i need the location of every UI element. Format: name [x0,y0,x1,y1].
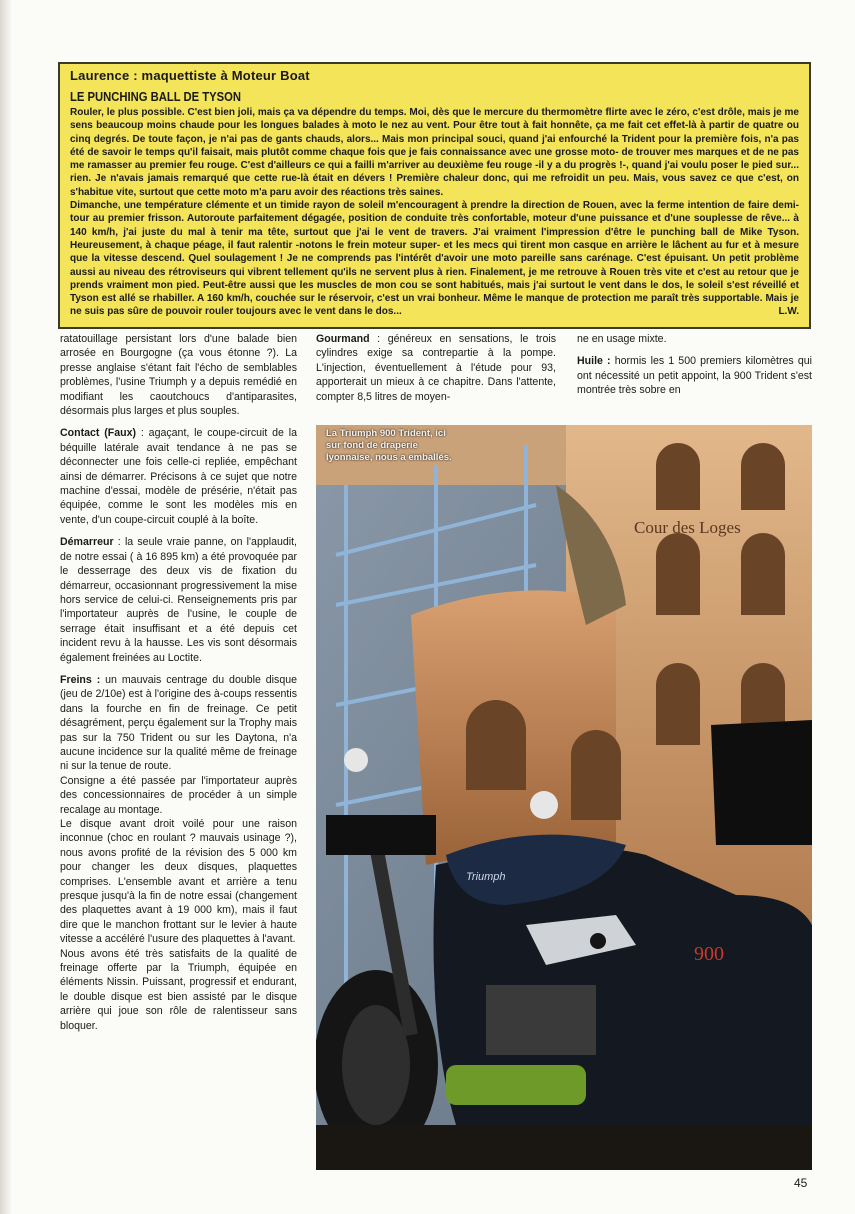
sidebar-box [58,62,811,329]
box-subtitle: LE PUNCHING BALL DE TYSON [70,90,242,104]
box-title: Laurence : maquettiste à Moteur Boat [70,68,310,83]
section-text: hormis les 1 500 premiers kilomètres qui ont nécessité un petit appoint, la 900 Trident s'est montrée très sobre en [577,355,812,397]
section-head: Démarreur [60,536,114,549]
section-head: Huile : [577,355,611,368]
page-number: 45 [794,1176,808,1190]
box-body [70,106,799,319]
section-head: Freins : [60,673,101,686]
side-badge-900: 900 [694,943,724,965]
box-paragraph: Rouler, le plus possible. C'est bien joli, mais ça va dépendre du temps. Moi, dès que le mercure du thermomètre flirte avec le zéro, c'est drôle, mais je me sens beaucoup moins chaude pour les longues balades à moto le nez au vent. Pour être tout à fait honnête, ça me fait cet effet-là à partir de quatre ou cinq degrés. De toute façon, je n'ai pas de gants chauds, alors... Mais mon principal souci, quand j'ai enfourché la Trident pour la première fois, n'a pas été de savoir le temps qu'il faisait, mais plutôt comme chaque fois que je fais connaissance avec une grosse moto- de trouver mes marques et de ne pas me ramasser au premier feu rouge. C'est d'ailleurs ce qui a failli m'arriver au deuxième feu rouge -il y a du progrès !-, quand j'ai voulu poser le pied sur... rien. Je n'avais jamais remarqué que cette rue-là était en dévers ! Première chaleur donc, qui me refroidit un peu. Mais, vous savez ce que c'est, on s'habitue vite, surtout que cette moto m'a paru avoir des réactions très saines. [70,107,799,198]
box-signature: L.W. [778,306,799,318]
paragraph-gourmand [316,332,556,404]
paragraph-contact [60,426,297,527]
ground [316,1125,812,1170]
section-head: Contact (Faux) [60,427,137,440]
photo-illustration [316,425,812,1170]
paragraph-demarreur [60,535,297,665]
column-3 [577,332,812,406]
section-text: : généreux en sensations, le trois cylindres exige sa contrepartie à la pompe. L'injection, éventuellement à l'étude pour 93, apporterait un mieux à ce chapitre. Dans l'attente, compter 8,5 litres de moyen- [316,333,556,403]
paragraph-huile [577,354,812,397]
box-paragraph-text: Dimanche, une température clémente et un timide rayon de soleil m'encouragent à prendre la direction de Rouen, avec la ferme intention de faire demi-tour au premier frisson. Autoroute parfaitement dégagée, position de conduite très confortable, moteur d'une puissance et d'une souplesse de rêve... à 140 km/h, j'ai juste du mal à tenir ma tête, surtout que j'ai le vent de travers. J'ai vraiment l'impression d'être le punching ball de Mike Tyson. Heureusement, à chaque péage, il faut ralentir -notons le frein moteur super- et les mecs qui tirent mon casque en arrière le lâchent au fur et à mesure que la vitesse descend. Quel soulagement ! Je ne comprends pas l'intérêt d'avoir une moto pareille sans carénage. C'est épuisant. Un petit problème aussi au niveau des rétroviseurs qui vibrent tellement qu'ils ne servent plus à rien. Finalement, je me retrouve à Rouen très vite et c'est au retour que je prends vraiment mon pied. Peut-être aussi que les muscles de mon cou se sont habitués, mais j'ai surtout le vent dans le dos, le soleil s'est réveillé et Tyson est allé se rhabiller. A 160 km/h, couchée sur le réservoir, c'est un vrai bonheur. Même le manque de protection me paraît très supportable. Mais je ne suis pas sûre de pouvoir rouler toujours avec le vent dans le dos... [70,200,799,318]
section-text: : la seule vraie panne, on l'applaudit, de notre essai ( à 16 895 km) a été provoquée par le desserrage des deux vis de fixation du démarreur, occasionnant progressivement la mise hors service de celui-ci. Renseignements pris par l'importateur auprès de l'usine, le couple de serrage était insuffisant et a été depuis cet incident revu à la hausse. Les vis sont désormais également freinées au Loctite. [60,536,297,664]
photo-caption: La Triumph 900 Trident, ici sur fond de draperie lyonnaise, nous a emballés. [326,428,452,463]
paragraph: ratatouillage persistant lors d'une balade bien arrosée en Bourgogne (ça vous étonne ?). La presse anglaise s'étant fait l'écho de semblables problèmes, l'usine Triumph y a depuis remédié en modifiant les caoutchoucs d'antiparasites, désormais plus larges et plus souples. [60,333,297,418]
page-edge-shadow [0,0,12,1214]
paragraph: Consigne a été passée par l'importateur auprès des concessionnaires de procéder à un simple recalage au montage. [60,774,297,816]
section-text: : agaçant, le coupe-circuit de la béquille latérale avait tendance à ne pas se déconnecter une fois celle-ci repliée, empêchant ainsi de démarrer. Précisons à ce sujet que notre machine d'essai, modèle de présérie, n'était pas équipée, comme le sont les modèles mis en vente, d'un coupe-circuit couplé à la boîte. [60,427,298,526]
sign-cour-des-loges: Cour des Loges [634,518,741,537]
paragraph: Nous avons été très satisfaits de la qualité de freinage offerte par la Triumph, équipée en éléments Nissin. Puissant, progressif et endurant, le double disque est bien assisté par le disque arrière qui joue son rôle de ralentisseur sans bloquer. [60,947,297,1032]
paragraph-freins [60,673,297,774]
column-1 [60,332,297,1033]
section-text: un mauvais centrage du double disque (jeu de 2/10e) est à l'origine des à-coups ressentis dans la fourche en fin de freinage. Ce petit désagrément, perçu également sur la Trophy mais pas sur la 750 Trident ou sur les Daytona, n'a aucune incidence sur la qualité même de freinage ni sur la tenue de route. [60,673,297,773]
box-paragraph [70,199,799,319]
tank-logo: Triumph [466,871,506,883]
motorcycle-photo [316,425,812,1170]
column-2 [316,332,556,412]
section-head: Gourmand [316,333,370,345]
paragraph: ne en usage mixte. [577,333,667,345]
paragraph: Le disque avant droit voilé pour une raison inconnue (choc en roulant ? mauvais usinage ?), nous avons profité de la révision des 5 000 km pour changer les deux disques, plaquettes comprises. L'ensemble avant et arrière a tenu presque jusqu'à la fin de notre essai (changement des plaquettes avant à 19 000 km), mais il faut dire que le manchon frottant sur le levier à haute vitesse a accéléré l'usure des plaquettes à l'avant. [60,818,297,946]
